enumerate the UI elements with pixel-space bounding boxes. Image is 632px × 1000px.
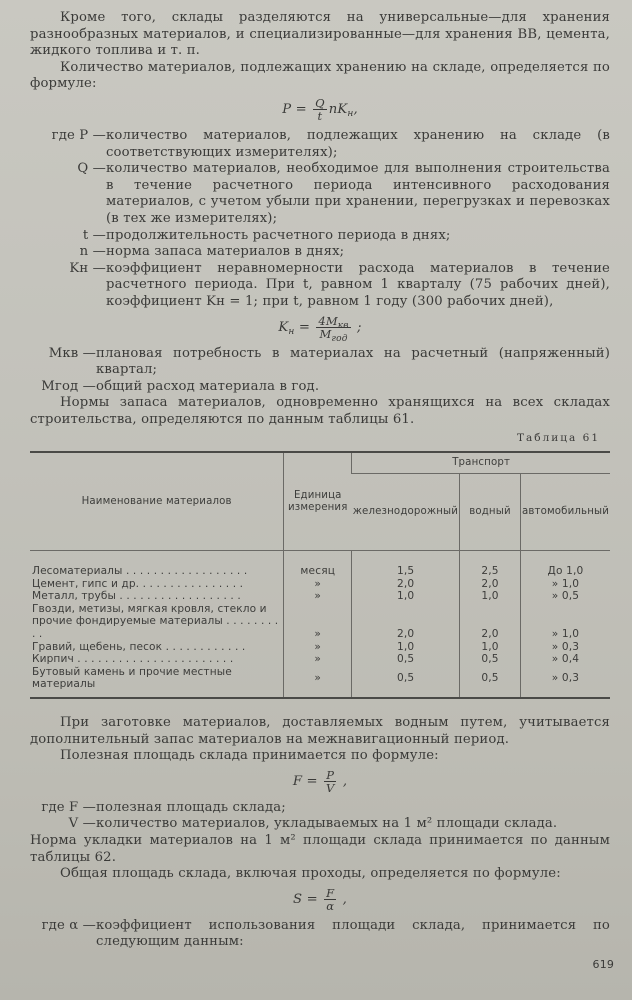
useful-area-paragraph: Полезная площадь склада принимается по формуле: — [60, 748, 439, 764]
formula-kn-eq: = — [298, 319, 311, 335]
definition-text: количество материалов, укладываемых на 1 м² площади склада. — [96, 816, 558, 832]
definition-text: плановая потребность в материалах на расчетный (напряженный) квартал; — [96, 345, 610, 378]
cell-unit: » — [284, 578, 352, 591]
cell-auto: » 0,4 — [520, 653, 610, 666]
definition-symbol: n — — [79, 244, 106, 260]
cell-auto: » 0,3 — [520, 666, 610, 698]
formula-p-den: t — [317, 108, 323, 123]
definition-item — [30, 161, 610, 227]
table-row — [30, 653, 610, 666]
formula-f-num: P — [324, 769, 336, 782]
header-rail: железнодорожный — [352, 506, 458, 518]
cell-name: Металл, трубы . . . . . . . . . . . . . . . . . . — [32, 590, 241, 603]
definition-symbol: Mкв — — [48, 345, 96, 361]
cell-unit: » — [284, 653, 352, 666]
formula-kn-lhs: K — [278, 319, 289, 335]
definition-item — [30, 346, 610, 379]
definition-symbol: Q — — [77, 161, 106, 177]
formula-kn-num-main: 4M — [318, 313, 338, 328]
cell-rail: 1,0 — [352, 590, 460, 603]
formula-s-fraction — [324, 887, 336, 912]
formula-kn-tail: ; — [357, 319, 362, 335]
formula-s-den: α — [326, 898, 335, 913]
formula-f-lhs: F = — [292, 773, 318, 789]
definition-symbol: t — — [82, 227, 106, 243]
formula-kn-den-main: M — [319, 326, 332, 341]
table-row — [30, 641, 610, 654]
definition-symbol: V — — [68, 816, 96, 832]
cell-rail: 2,0 — [352, 578, 460, 591]
formula-p-lhs: P = — [282, 101, 307, 117]
intro-paragraph-2: Количество материалов, подлежащих хранению на складе, определяется по формуле: — [30, 59, 610, 92]
total-area-paragraph: Общая площадь склада, включая проходы, определяется по формуле: — [60, 866, 561, 882]
stacking-norm-paragraph: Норма укладки материалов на 1 м² площади склада принимается по данным таблицы 62. — [30, 832, 610, 865]
definition-text: полезная площадь склада; — [96, 799, 286, 815]
definition-text: продолжительность расчетного периода в днях; — [106, 227, 451, 243]
cell-rail: 1,0 — [352, 641, 460, 654]
cell-water: 2,5 — [460, 565, 521, 578]
formula-f-tail: , — [342, 773, 348, 789]
cell-auto: » 0,3 — [520, 641, 610, 654]
norms-table — [30, 451, 610, 701]
page-number: 619 — [592, 958, 614, 972]
table-row — [30, 666, 610, 698]
formula-p-fraction — [313, 97, 327, 122]
formula-kn-num-sub: кв — [337, 320, 349, 331]
formula-p-rhs: nK — [328, 101, 348, 117]
definition-item — [30, 128, 610, 161]
cell-unit: » — [284, 666, 352, 698]
definition-item — [30, 379, 610, 396]
formula-f-fraction — [324, 769, 336, 794]
definition-text: количество материалов, подлежащих хранению на складе (в соответствующих измерителях); — [106, 127, 610, 160]
formula-kn-fraction — [316, 313, 350, 344]
cell-unit: » — [284, 590, 352, 603]
header-name: Наименование материалов — [30, 452, 284, 551]
cell-auto: » 0,5 — [520, 590, 610, 603]
cell-auto: До 1,0 — [520, 565, 610, 578]
definition-symbol: где P — — [51, 127, 106, 143]
table-row — [30, 578, 610, 591]
table-row — [30, 590, 610, 603]
formula-p-tail: , — [353, 101, 358, 117]
cell-auto: » 1,0 — [520, 578, 610, 591]
cell-name: Бутовый камень и прочие местные материалы — [32, 665, 232, 691]
definition-text: коэффициент неравномерности расхода материалов в течение расчетного периода. При t, равном 1 кварталу (75 рабочих дней), коэффициент Kн = 1; при t, равном 1 году (300 рабочих дней), — [106, 260, 610, 309]
header-transport: Транспорт — [352, 452, 610, 474]
definition-symbol: где F — — [41, 799, 96, 815]
formula-s-tail: , — [342, 891, 347, 907]
header-water: водный — [460, 474, 521, 551]
formula-s-num: F — [326, 885, 335, 900]
definition-text: общий расход материала в год. — [96, 378, 320, 394]
definitions-4 — [30, 918, 610, 951]
table-row — [30, 565, 610, 578]
formula-p-num: Q — [315, 95, 325, 110]
cell-unit: » — [284, 603, 352, 641]
definition-item — [30, 261, 610, 311]
definition-item — [30, 244, 610, 261]
cell-water: 1,0 — [460, 590, 521, 603]
definitions-2 — [30, 346, 610, 396]
header-unit: Единица измерения — [284, 452, 352, 551]
definition-text: коэффициент использования площади склада, принимается по следующим данным: — [96, 917, 610, 950]
definition-text: норма запаса материалов в днях; — [106, 244, 345, 260]
cell-water: 0,5 — [460, 653, 521, 666]
cell-rail: 0,5 — [352, 653, 460, 666]
formula-kn-den — [316, 326, 350, 344]
cell-water: 1,0 — [460, 641, 521, 654]
cell-water: 2,0 — [460, 603, 521, 641]
formula-s — [30, 887, 610, 912]
definitions-3 — [30, 800, 610, 833]
formula-kn-den-sub: год — [331, 333, 348, 344]
table-caption: Таблица 61 — [517, 432, 600, 445]
cell-rail: 0,5 — [352, 666, 460, 698]
formula-p-rhs-sub: н — [347, 108, 354, 119]
definition-symbol: Kн — — [69, 260, 106, 276]
cell-name: Гвозди, метизы, мягкая кровля, стекло и прочие фондируемые материалы . . . . . . . . . . — [32, 602, 279, 641]
definition-item — [30, 918, 610, 951]
definition-item — [30, 816, 610, 833]
formula-kn-lhs-sub: н — [288, 326, 295, 337]
definition-item — [30, 228, 610, 245]
cell-name: Цемент, гипс и др. . . . . . . . . . . . . . . . — [32, 577, 244, 590]
cell-name: Гравий, щебень, песок . . . . . . . . . . . . — [32, 640, 246, 653]
formula-f-den: V — [326, 780, 335, 795]
cell-rail: 1,5 — [352, 565, 460, 578]
header-auto: автомобильный — [520, 474, 610, 551]
formula-s-lhs: S = — [293, 891, 318, 907]
cell-rail: 2,0 — [352, 603, 460, 641]
formula-p — [30, 97, 610, 122]
cell-water: 2,0 — [460, 578, 521, 591]
definition-symbol: где α — — [41, 917, 96, 933]
definitions-1 — [30, 128, 610, 311]
cell-name: Лесоматериалы . . . . . . . . . . . . . . . . . . — [32, 565, 248, 578]
formula-f — [30, 769, 610, 794]
cell-unit: » — [284, 641, 352, 654]
formula-kn — [30, 313, 610, 344]
intro-paragraph-1: Кроме того, склады разделяются на универсальные—для хранения разнообразных материалов, и специализированные—для хранения ВВ, цемента, жидкого топлива и т. п. — [30, 10, 610, 59]
cell-name: Кирпич . . . . . . . . . . . . . . . . . . . . . . . — [32, 653, 234, 666]
table-intro-paragraph: Нормы запаса материалов, одновременно хранящихся на всех складах строительства, определяются по данным таблицы 61. — [30, 395, 610, 427]
water-transport-paragraph: При заготовке материалов, доставляемых водным путем, учитывается дополнительный запас материалов на межнавигационный период. — [30, 715, 610, 747]
cell-unit: месяц — [284, 565, 352, 578]
definition-text: количество материалов, необходимое для выполнения строительства в течение расчетного периода интенсивного расходования материалов, с учетом убыли при хранении, перегрузках и перевозках (в тех же измерителях); — [106, 161, 610, 226]
definition-symbol: Mгод — — [41, 378, 96, 394]
definition-item — [30, 800, 610, 817]
cell-auto: » 1,0 — [520, 603, 610, 641]
table-row — [30, 603, 610, 641]
cell-water: 0,5 — [460, 666, 521, 698]
